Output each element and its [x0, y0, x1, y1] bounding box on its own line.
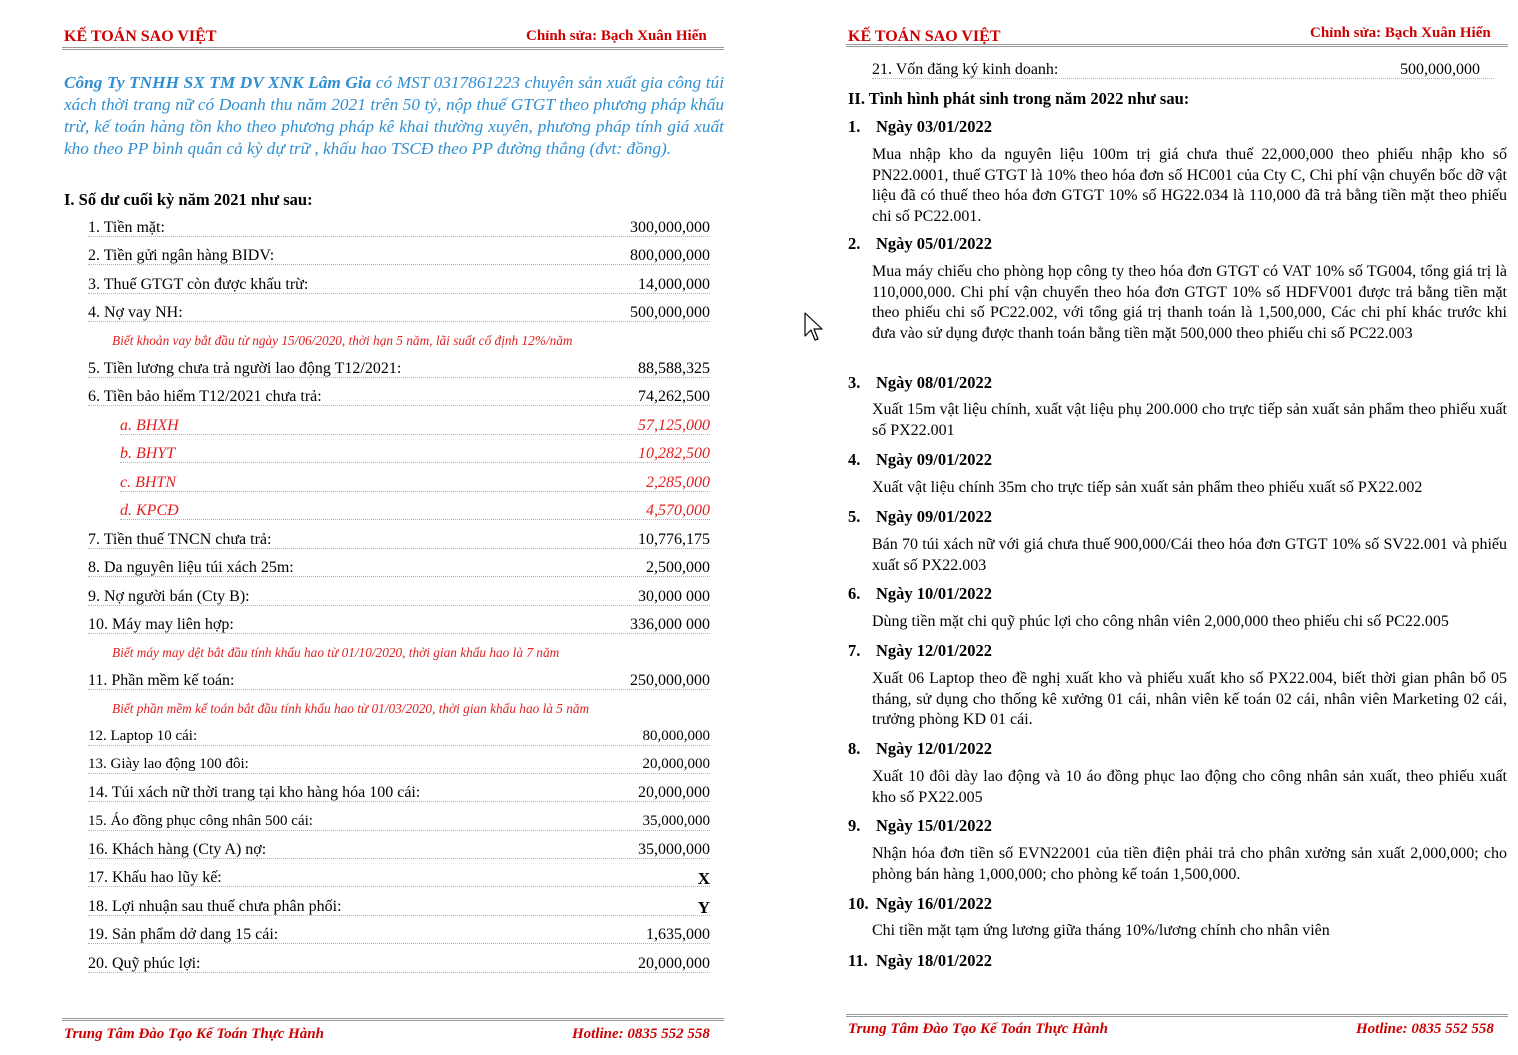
balance-label: 13. Giày lao động 100 đôi:: [88, 756, 249, 772]
balance-value: X: [697, 869, 710, 888]
transaction-number: 10.: [848, 894, 869, 913]
balance-label: 16. Khách hàng (Cty A) nợ:: [88, 841, 267, 858]
balance-label: 8. Da nguyên liệu túi xách 25m:: [88, 559, 294, 576]
balance-row: [88, 588, 710, 610]
header-brand-left: KẾ TOÁN SAO VIỆT: [64, 28, 217, 45]
balance-row: [88, 559, 710, 581]
header-brand-right: KẾ TOÁN SAO VIỆT: [848, 28, 1001, 45]
transaction-number: 3.: [848, 373, 861, 392]
balance-label: 18. Lợi nhuận sau thuế chưa phân phối:: [88, 898, 342, 915]
transaction-text: Dùng tiền mặt chi quỹ phúc lợi cho công nhân viên 2,000,000 theo phiếu chi số PC22.005: [872, 613, 1449, 630]
balance-row: [88, 247, 710, 269]
transaction-number: 6.: [848, 584, 861, 603]
transaction-heading: [848, 507, 992, 527]
transaction-date: Ngày 03/01/2022: [876, 117, 992, 136]
transaction-number: 4.: [848, 450, 861, 469]
transaction-text: Xuất 06 Laptop theo đề nghị xuất kho và phiếu xuất kho số PX22.004, biết thời gian phân bổ 05 tháng, sử dụng cho thống kê xưởng 01 cái, nhân viên kế toán 02 cái, nhân viên Marketing 02 cái, trưởng phòng KD 01 cái.: [872, 670, 1507, 728]
balance-value: 20,000,000: [642, 756, 710, 772]
balance-label: 3. Thuế GTGT còn được khấu trừ:: [88, 276, 309, 293]
insurance-subrow: [120, 502, 710, 524]
balance-label: 17. Khấu hao lũy kế:: [88, 869, 222, 886]
footer-hotline-left: Hotline: 0835 552 558: [572, 1026, 710, 1042]
balance-row: [88, 869, 710, 891]
footer-hotline-right: Hotline: 0835 552 558: [1356, 1021, 1494, 1037]
intro-text: có MST 0317861223 chuyên sản xuất gia công túi xách thời trang nữ có Doanh thu năm 2021 trên 50 tỷ, nộp thuế GTGT theo phương pháp khấu trừ, kế toán hàng tồn kho theo phương pháp kê khai thường xuyên, phương pháp tính giá xuất kho theo PP bình quân cả kỳ dự trữ , khấu hao TSCĐ theo PP đường thẳng (đvt: đồng).: [64, 73, 725, 158]
transaction-heading: [848, 117, 992, 137]
balance-label: b. BHYT: [120, 445, 176, 462]
balance-row: [88, 531, 710, 553]
transaction-heading: [848, 951, 992, 971]
company-name: Công Ty TNHH SX TM DV XNK Lâm Gia: [64, 73, 372, 92]
transaction-date: Ngày 16/01/2022: [876, 894, 992, 913]
balance-value: 500,000,000: [1400, 61, 1480, 78]
mouse-cursor-icon: [804, 312, 824, 342]
balance-value: 10,282,500: [638, 445, 710, 462]
balance-label: 1. Tiền mặt:: [88, 219, 165, 236]
footer-rule-right: [846, 1014, 1508, 1017]
transaction-text: Bán 70 túi xách nữ với giá chưa thuế 900,000/Cái theo hóa đơn GTGT 10% số SV22.001 và phiếu xuất số PX22.003: [872, 536, 1507, 574]
transaction-text: Mua nhập kho da nguyên liệu 100m trị giá chưa thuế 22,000,000 theo phiếu nhập kho số PN22.0001, thuế GTGT là 10% theo hóa đơn số HC001 của Cty C, Chi phí vận chuyển bốc dỡ vật liệu đã có thuế theo hóa đơn GTGT 10% số HG22.034 là 110,000 đã trả bằng tiền mặt theo phiếu chi số PC22.001.: [872, 146, 1507, 225]
transaction-heading: [848, 373, 992, 393]
transaction-date: Ngày 10/01/2022: [876, 584, 992, 603]
balance-label: 5. Tiền lương chưa trả người lao động T12/2021:: [88, 360, 402, 377]
balance-row: [88, 784, 710, 806]
balance-value: 2,285,000: [646, 474, 710, 491]
balance-label: 4. Nợ vay NH:: [88, 304, 183, 321]
balance-row: [88, 955, 710, 977]
balance-row: [88, 276, 710, 298]
transaction-heading: [848, 450, 992, 470]
balance-row: [88, 219, 710, 241]
transaction-text: Mua máy chiếu cho phòng họp công ty theo hóa đơn GTGT có VAT 10% số TG004, tổng giá trị là 110,000,000. Chi phí vận chuyển theo hóa đơn GTGT 10% số HDFV001 được trả bằng tiền mặt theo phiếu chi số PC22.002, với tổng giá trị thanh toán là 1,500,000, Các chi phí khác trước khi đưa vào sử dụng được thanh toán bằng tiền mặt 500,000 theo phiếu chi số PC22.003: [872, 263, 1507, 342]
balance-label: 6. Tiền bảo hiểm T12/2021 chưa trả:: [88, 388, 322, 405]
balance-label: 7. Tiền thuế TNCN chưa trả:: [88, 531, 272, 548]
balance-row: [88, 898, 710, 920]
transaction-date: Ngày 15/01/2022: [876, 816, 992, 835]
balance-label: a. BHXH: [120, 417, 179, 434]
balance-row: [88, 388, 710, 410]
balance-label: 12. Laptop 10 cái:: [88, 728, 198, 744]
balance-value: 336,000 000: [630, 616, 710, 633]
transaction-date: Ngày 12/01/2022: [876, 739, 992, 758]
balance-value: 14,000,000: [638, 276, 710, 293]
balance-value: 20,000,000: [638, 955, 710, 972]
transaction-number: 11.: [848, 951, 868, 970]
transaction-date: Ngày 08/01/2022: [876, 373, 992, 392]
footer-center-right: Trung Tâm Đào Tạo Kế Toán Thực Hành: [848, 1021, 1108, 1037]
company-intro: [64, 72, 724, 160]
transaction-number: 7.: [848, 641, 861, 660]
header-rule-left: [62, 47, 724, 50]
balance-row: [88, 616, 710, 638]
header-editor-right: Chỉnh sửa: Bạch Xuân Hiến: [1310, 25, 1491, 41]
machine-note: Biết máy may dệt bắt đầu tính khấu hao từ 01/10/2020, thời gian khấu hao là 7 năm: [112, 645, 560, 660]
transaction-heading: [848, 816, 992, 836]
loan-note: Biết khoản vay bắt đầu từ ngày 15/06/2020, thời hạn 5 năm, lãi suất cố định 12%/năm: [112, 333, 573, 348]
balance-value: 500,000,000: [630, 304, 710, 321]
balance-value: 10,776,175: [638, 531, 710, 548]
balance-row: [88, 926, 710, 948]
balance-row: [88, 756, 710, 778]
transaction-date: Ngày 09/01/2022: [876, 450, 992, 469]
header-rule-right: [846, 44, 1508, 47]
section-1-title: I. Số dư cuối kỳ năm 2021 như sau:: [64, 190, 313, 209]
transaction-text: Xuất 15m vật liệu chính, xuất vật liệu phụ 200.000 cho trực tiếp sản xuất sản phẩm theo phiếu xuất số PX22.001: [872, 401, 1507, 439]
transaction-text: Xuất vật liệu chính 35m cho trực tiếp sản xuất sản phẩm theo phiếu xuất số PX22.002: [872, 479, 1423, 496]
balance-label: 20. Quỹ phúc lợi:: [88, 955, 201, 972]
section-2-title: II. Tình hình phát sinh trong năm 2022 như sau:: [848, 89, 1190, 108]
balance-label: 10. Máy may liên hợp:: [88, 616, 234, 633]
balance-label: 19. Sản phẩm dở dang 15 cái:: [88, 926, 279, 943]
balance-value: 20,000,000: [638, 784, 710, 801]
transaction-date: Ngày 05/01/2022: [876, 234, 992, 253]
transaction-text: Xuất 10 đôi dày lao động và 10 áo đồng phục lao động cho công nhân sản xuất, theo phiếu xuất kho số PX22.005: [872, 768, 1507, 806]
balance-row: [88, 728, 710, 750]
transaction-number: 5.: [848, 507, 861, 526]
transaction-heading: [848, 234, 992, 254]
transaction-date: Ngày 12/01/2022: [876, 641, 992, 660]
transaction-text: Chi tiền mặt tạm ứng lương giữa tháng 10%/lương chính cho nhân viên: [872, 922, 1330, 939]
balance-row: [88, 813, 710, 835]
transaction-number: 1.: [848, 117, 861, 136]
transaction-text: Nhận hóa đơn tiền số EVN22001 của tiền điện phải trả cho phân xưởng sản xuất 2,000,000; cho phòng bán hàng 1,000,000; cho phòng kế toán 1,500,000.: [872, 845, 1507, 883]
balance-label: 21. Vốn đăng ký kinh doanh:: [872, 61, 1059, 78]
balance-label: d. KPCĐ: [120, 502, 179, 519]
transaction-date: Ngày 18/01/2022: [876, 951, 992, 970]
balance-label: 2. Tiền gửi ngân hàng BIDV:: [88, 247, 275, 264]
balance-row: [88, 841, 710, 863]
balance-value: 80,000,000: [642, 728, 710, 744]
balance-value: 30,000 000: [638, 588, 710, 605]
transaction-heading: [848, 894, 992, 914]
header-editor-left: Chỉnh sửa: Bạch Xuân Hiến: [526, 28, 707, 44]
balance-value: 1,635,000: [646, 926, 710, 943]
balance-value: 88,588,325: [638, 360, 710, 377]
footer-rule-left: [62, 1018, 724, 1021]
software-note: Biết phần mềm kế toán bắt đầu tính khấu hao từ 01/03/2020, thời gian khấu hao là 5 năm: [112, 701, 590, 716]
balance-value: 250,000,000: [630, 672, 710, 689]
insurance-subrow: [120, 474, 710, 496]
balance-label: 14. Túi xách nữ thời trang tại kho hàng hóa 100 cái:: [88, 784, 421, 801]
balance-label: 15. Áo đồng phục công nhân 500 cái:: [88, 813, 313, 829]
transaction-number: 8.: [848, 739, 861, 758]
balance-row: [88, 672, 710, 694]
transaction-heading: [848, 739, 992, 759]
balance-value: 74,262,500: [638, 388, 710, 405]
balance-value: 4,570,000: [646, 502, 710, 519]
balance-row: [88, 360, 710, 382]
balance-value: 2,500,000: [646, 559, 710, 576]
balance-value: 57,125,000: [638, 417, 710, 434]
transaction-number: 2.: [848, 234, 861, 253]
balance-row: [88, 304, 710, 326]
balance-label: 9. Nợ người bán (Cty B):: [88, 588, 250, 605]
transaction-date: Ngày 09/01/2022: [876, 507, 992, 526]
insurance-subrow: [120, 445, 710, 467]
transaction-heading: [848, 641, 992, 661]
footer-center-left: Trung Tâm Đào Tạo Kế Toán Thực Hành: [64, 1026, 324, 1042]
balance-label: c. BHTN: [120, 474, 176, 491]
transaction-number: 9.: [848, 816, 861, 835]
balance-value: Y: [697, 898, 710, 917]
insurance-subrow: [120, 417, 710, 439]
balance-value: 300,000,000: [630, 219, 710, 236]
transaction-heading: [848, 584, 992, 604]
balance-value: 35,000,000: [638, 841, 710, 858]
balance-value: 800,000,000: [630, 247, 710, 264]
balance-row: [872, 61, 1494, 83]
balance-label: 11. Phần mềm kế toán:: [88, 672, 235, 689]
balance-value: 35,000,000: [642, 813, 710, 829]
